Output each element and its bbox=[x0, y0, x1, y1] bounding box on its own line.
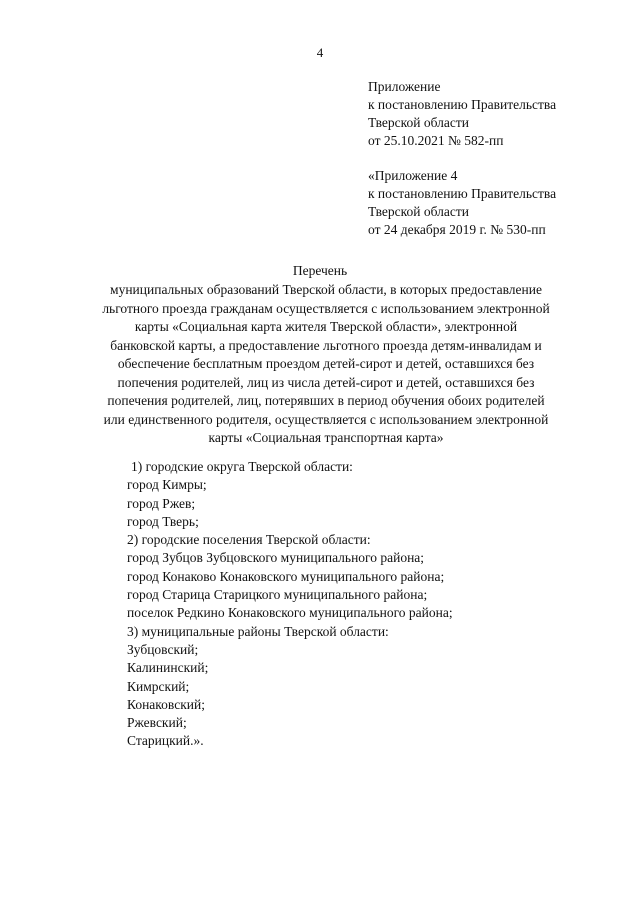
list-section-heading: 1) городские округа Тверской области: bbox=[131, 459, 353, 474]
attachment-line: Приложение bbox=[368, 79, 441, 94]
list-item: город Зубцов Зубцовского муниципального района; bbox=[127, 550, 425, 566]
list-item: Зубцовский; bbox=[127, 641, 199, 657]
attachment-line: «Приложение 4 bbox=[368, 168, 458, 183]
description-line: попечения родителей, лиц из числа детей-сирот и детей, оставшихся без bbox=[117, 374, 535, 390]
list-item: Кимрский; bbox=[127, 678, 190, 694]
attachment-line: Тверской области bbox=[368, 204, 469, 219]
attachment-header-current bbox=[368, 78, 556, 150]
description-line: попечения родителей, лиц, потерявших в период обучения обоих родителей bbox=[107, 393, 545, 408]
list-item: Старицкий.». bbox=[127, 733, 204, 749]
description-line: банковской карты, а предоставление льготного проезда детям-инвалидам и bbox=[110, 337, 542, 353]
list-item: Конаковский; bbox=[127, 696, 205, 712]
description-line: карты «Социальная транспортная карта» bbox=[208, 430, 444, 445]
municipality-list bbox=[127, 458, 453, 751]
attachment-line: Тверской области bbox=[368, 115, 469, 130]
description-line: или единственного родителя, осуществляется с использованием электронной bbox=[103, 411, 549, 427]
page-number: 4 bbox=[316, 45, 324, 60]
list-item: Калининский; bbox=[127, 660, 209, 676]
list-item: Ржевский; bbox=[127, 715, 187, 731]
description-line: муниципальных образований Тверской области, в которых предоставление bbox=[110, 282, 542, 297]
description-line: льготного проезда гражданам осуществляется с использованием электронной bbox=[102, 300, 550, 316]
list-item: город Кимры; bbox=[127, 477, 207, 493]
list-section-heading: 3) муниципальные районы Тверской области: bbox=[127, 623, 389, 639]
list-section-heading: 2) городские поселения Тверской области: bbox=[127, 532, 371, 548]
document-title: Перечень bbox=[292, 263, 348, 278]
attachment-line: от 24 декабря 2019 г. № 530-пп bbox=[368, 222, 546, 237]
description-line: обеспечение бесплатным проездом детей-сирот и детей, оставшихся без bbox=[117, 356, 535, 371]
list-item: город Тверь; bbox=[127, 513, 199, 529]
attachment-header-original bbox=[368, 167, 556, 239]
description-line: карты «Социальная карта жителя Тверской области», электронной bbox=[134, 319, 518, 334]
list-item: город Конаково Конаковского муниципального района; bbox=[127, 568, 445, 584]
list-item: город Ржев; bbox=[127, 495, 196, 511]
attachment-line: к постановлению Правительства bbox=[368, 97, 557, 112]
document-description bbox=[60, 281, 592, 448]
list-item: поселок Редкино Конаковского муниципального района; bbox=[127, 605, 453, 621]
attachment-line: от 25.10.2021 № 582-пп bbox=[368, 133, 504, 148]
list-item: город Старица Старицкого муниципального района; bbox=[127, 587, 428, 603]
attachment-line: к постановлению Правительства bbox=[368, 186, 557, 201]
